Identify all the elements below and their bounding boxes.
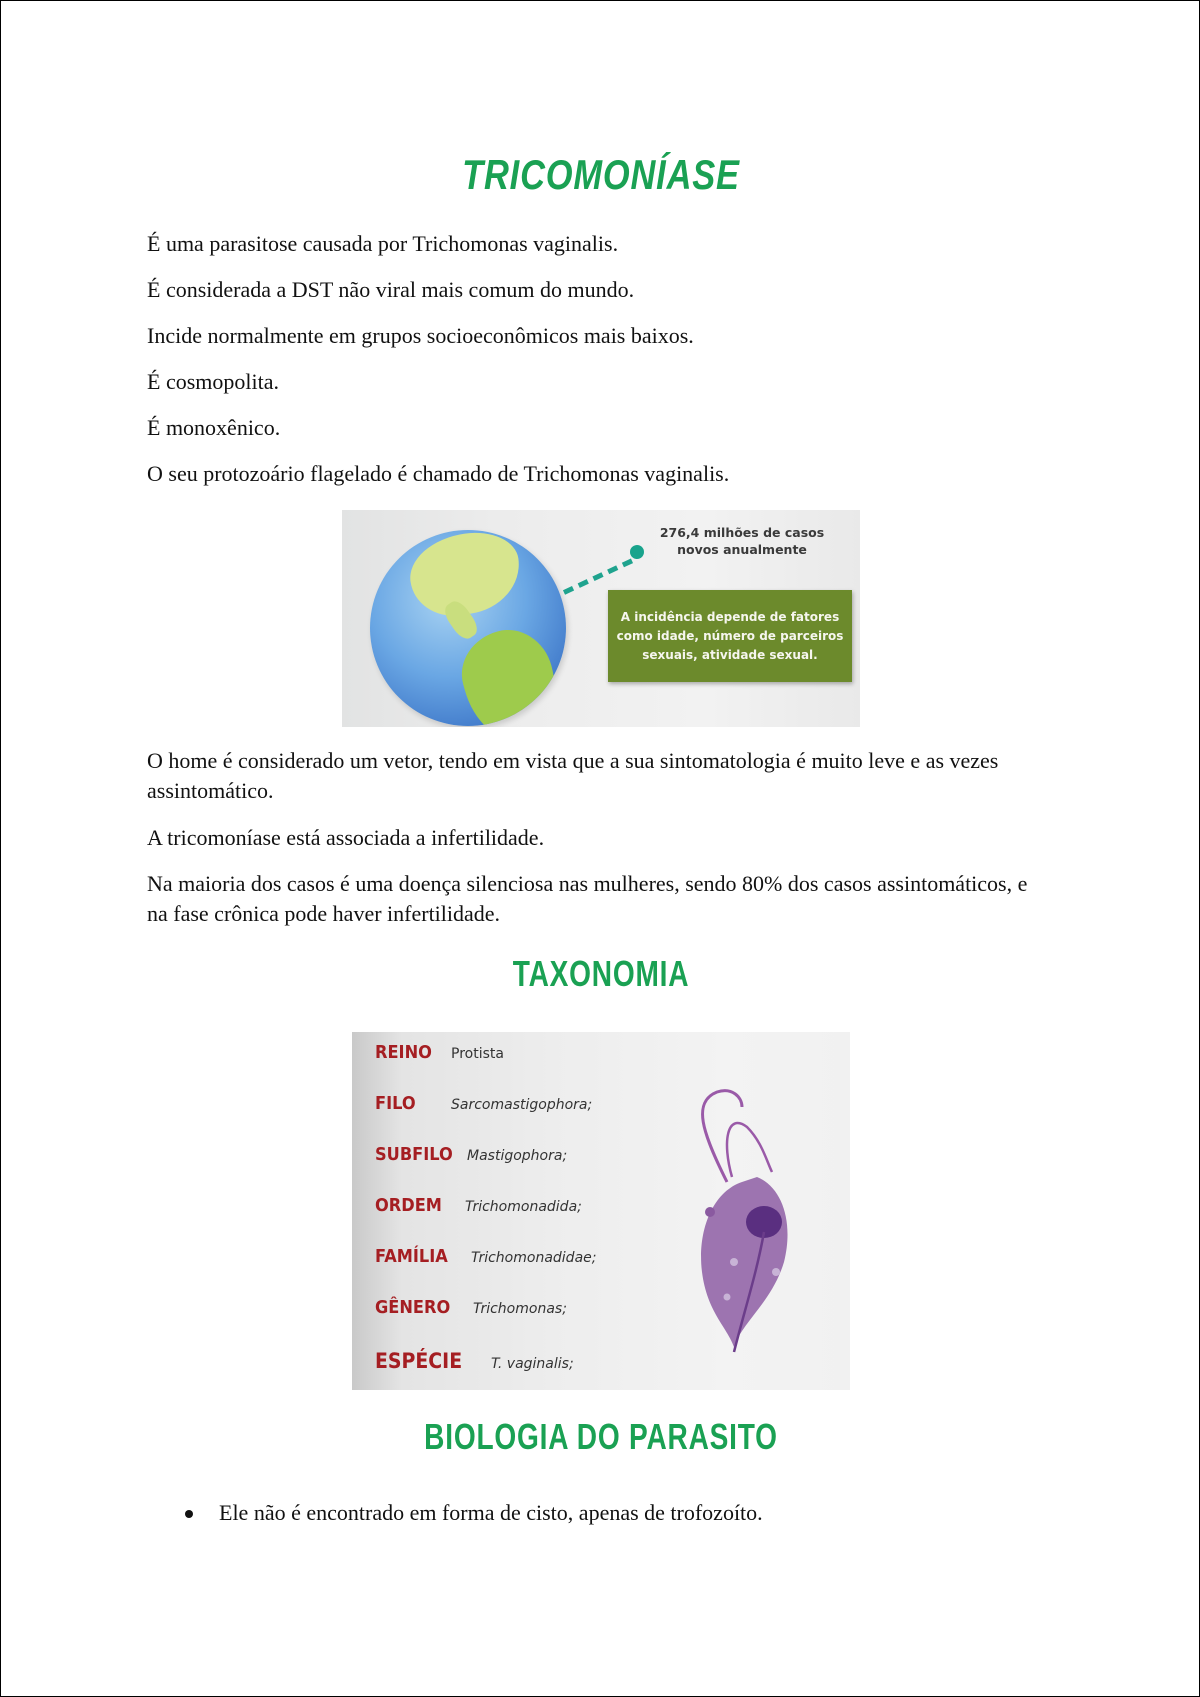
taxonomy-name: Mastigophora; [467,1148,568,1164]
incidence-box: A incidência depende de fatores como idade, número de parceiros sexuais, atividade sexual. [608,590,852,682]
body-paragraph: Na maioria dos casos é uma doença silenciosa nas mulheres, sendo 80% dos casos assintomáticos, e na fase crônica pode haver infertilidade. [147,871,1028,926]
globe-icon [370,530,566,726]
body-paragraph: A tricomoníase está associada a infertilidade. [147,825,545,850]
granule [705,1207,715,1217]
taxonomy-name: Trichomonadida; [465,1199,582,1215]
vacuole [730,1258,738,1266]
flagellum [703,1091,742,1182]
taxonomy-row [375,1349,574,1373]
taxonomy-row [375,1093,592,1114]
list-item-text: Ele não é encontrado em forma de cisto, apenas de trofozoíto. [219,1500,763,1525]
intro-paragraph: É cosmopolita. [147,369,279,394]
intro-paragraph: É considerada a DST não viral mais comum do mundo. [147,277,635,302]
taxonomy-name: T. vaginalis; [491,1356,574,1372]
biology-heading: BIOLOGIA DO PARASITO [424,1416,778,1457]
taxonomy-rank: REINO [375,1042,432,1063]
taxonomy-name: Trichomonadidae; [471,1250,597,1266]
taxonomy-name: Protista [451,1046,504,1062]
taxonomy-row [375,1297,567,1318]
vacuole [724,1294,731,1301]
taxonomy-figure [352,1032,850,1390]
taxonomy-row [375,1246,596,1267]
globe-infographic [342,510,860,727]
taxonomy-rank: ESPÉCIE [375,1349,463,1373]
biology-list [181,1498,763,1528]
bullet-icon [185,1510,193,1518]
vacuole [772,1268,780,1276]
taxonomy-rank: ORDEM [375,1195,442,1216]
taxonomy-name: Sarcomastigophora; [451,1097,593,1113]
taxonomy-name: Trichomonas; [473,1301,567,1317]
taxonomy-heading: TAXONOMIA [512,953,690,994]
taxonomy-row [375,1144,567,1165]
taxonomy-rank: GÊNERO [375,1297,451,1318]
flagellum [727,1123,772,1177]
intro-paragraph: É monoxênico. [147,415,281,440]
list-item [181,1498,763,1528]
taxonomy-rank: SUBFILO [375,1144,453,1165]
taxonomy-rank: FILO [375,1093,416,1114]
taxonomy-row [375,1195,582,1216]
trichomonas-micrograph [672,1072,822,1362]
intro-paragraph: O seu protozoário flagelado é chamado de Trichomonas vaginalis. [147,461,730,486]
intro-paragraph: Incide normalmente em grupos socioeconômicos mais baixos. [147,323,694,348]
taxonomy-rank: FAMÍLIA [375,1246,448,1267]
body-paragraph: O home é considerado um vetor, tendo em vista que a sua sintomatologia é muito leve e as vezes assintomático. [147,748,999,803]
cases-text: 276,4 milhões de casos novos anualmente [659,525,825,557]
cell-body [701,1177,787,1347]
page-title: TRICOMONÍASE [462,151,740,198]
intro-paragraph: É uma parasitose causada por Trichomonas vaginalis. [147,231,619,256]
taxonomy-row [375,1042,504,1063]
